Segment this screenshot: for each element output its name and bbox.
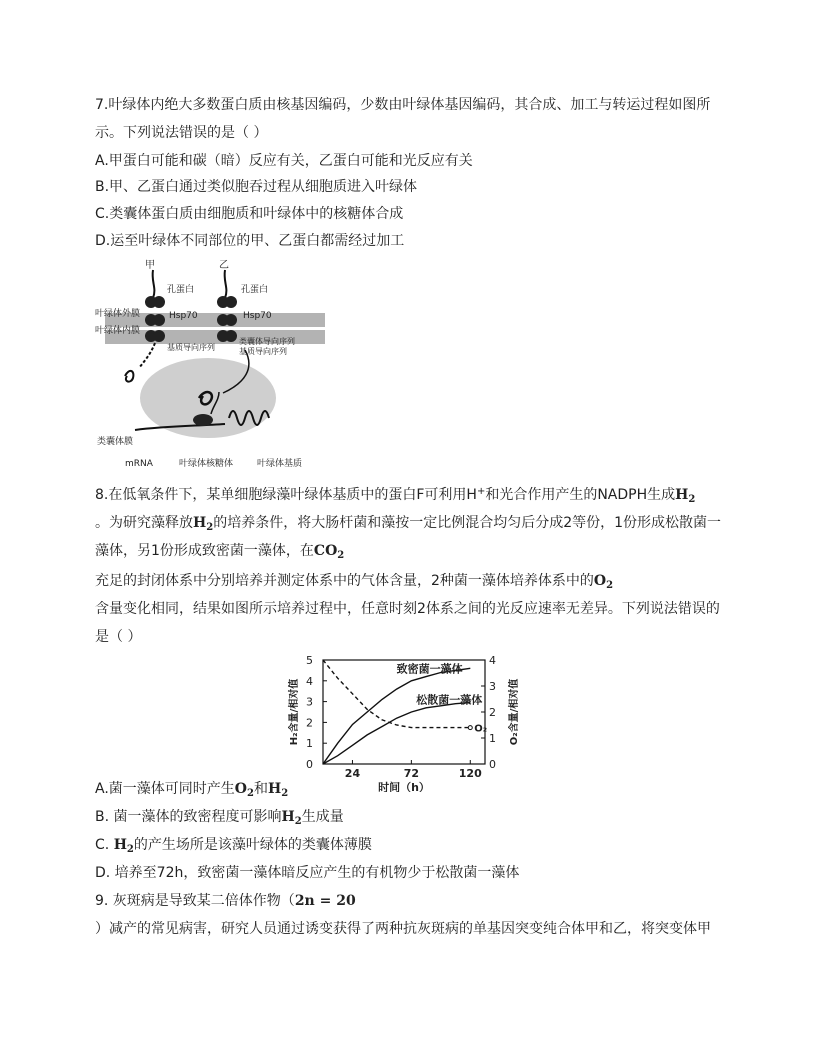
q8-line2: 。为研究藻释放$H_2$的培养条件，将大肠杆菌和藻按一定比例混合均匀后分成2等份，1份形成松散菌一 <box>95 515 722 533</box>
q7-stem-line2: 示。下列说法错误的是（ ） <box>95 125 268 141</box>
y-left-tick-label: 2 <box>306 716 313 730</box>
y-right-tick-label: 0 <box>489 758 496 771</box>
q7-chloroplast-figure <box>95 258 325 473</box>
x-tick-label: 24 <box>344 767 361 780</box>
q8-line3: 藻体，另1份形成致密菌一藻体，在$CO_2$ <box>95 543 345 561</box>
q7-stem-line1: 7.叶绿体内绝大多数蛋白质由核基因编码，少数由叶绿体基因编码，其合成、加工与转运过程如图所 <box>95 97 711 113</box>
label-hsp70-right: Hsp70 <box>243 311 272 321</box>
y-left-tick-label: 3 <box>306 695 313 709</box>
q7-option-b: B.甲、乙蛋白通过类似胞吞过程从细胞质进入叶绿体 <box>95 179 418 195</box>
series-label-o2: O₂ <box>474 723 488 735</box>
label-kong-left: 孔蛋白 <box>167 285 195 295</box>
q8-option-a: A.菌一藻体可同时产生$O_2$和$H_2$ <box>95 781 289 799</box>
q8-option-d: D. 培养至72h，致密菌一藻体暗反应产生的有机物少于松散菌一藻体 <box>95 865 520 881</box>
y-right-tick-label: 1 <box>489 732 496 745</box>
y-left-tick-label: 5 <box>306 654 313 667</box>
q8-option-c: C. $H_2$的产生场所是该藻叶绿体的类囊体薄膜 <box>95 837 372 855</box>
y-right-tick-label: 4 <box>489 654 496 667</box>
x-tick-label: 72 <box>403 767 420 780</box>
label-thylakoid-seq: 类囊体导向序列 <box>239 337 295 346</box>
label-yi: 乙 <box>219 260 229 271</box>
series-label-loose: 松散菌一藻体 <box>416 693 483 707</box>
q8-line6: 是（ ） <box>95 629 142 645</box>
q8-h2-o2-chart <box>285 652 525 792</box>
q7-option-c: C.类囊体蛋白质由细胞质和叶绿体中的核糖体合成 <box>95 206 404 222</box>
y-right-axis-label: O₂含量/相对值 <box>509 678 520 746</box>
x-axis-label: 时间（h） <box>378 781 430 792</box>
label-ribosome: 叶绿体核糖体 <box>179 459 234 469</box>
q7-option-d: D.运至叶绿体不同部位的甲、乙蛋白都需经过加工 <box>95 233 405 249</box>
label-outer-membrane: 叶绿体外膜 <box>95 309 141 319</box>
q8-line4: 充足的封闭体系中分别培养并测定体系中的气体含量，2种菌一藻体培养体系中的$O_2$ <box>95 573 614 591</box>
y-right-tick-label: 2 <box>489 706 496 719</box>
x-tick-label: 120 <box>458 767 482 780</box>
label-stroma: 叶绿体基质 <box>257 459 303 469</box>
label-kong-right: 孔蛋白 <box>241 285 269 295</box>
q8-line1: 8.在低氧条件下，某单细胞绿藻叶绿体基质中的蛋白F可利用H+和光合作用产生的NADPH生成$H_2$ <box>95 486 696 505</box>
label-jia: 甲 <box>145 260 155 271</box>
y-right-tick-label: 3 <box>489 680 496 693</box>
q9-line1: 9. 灰斑病是导致某二倍体作物（2n = 20 <box>95 893 356 909</box>
q8-option-b: B. 菌一藻体的致密程度可影响$H_2$生成量 <box>95 809 344 827</box>
q8-line5: 含量变化相同，结果如图所示培养过程中，任意时刻2体系之间的光反应速率无差异。下列说法错误的 <box>95 601 720 617</box>
o2-end-marker <box>468 726 472 730</box>
label-stroma-seq-left: 基质导向序列 <box>167 343 215 352</box>
label-thylakoid-membrane: 类囊体膜 <box>97 437 134 447</box>
y-left-axis-label: H₂含量/相对值 <box>289 678 300 746</box>
y-left-tick-label: 0 <box>306 758 313 771</box>
series-line-0 <box>323 668 470 764</box>
q9-line2: ）减产的常见病害，研究人员通过诱变获得了两种抗灰斑病的单基因突变纯合体甲和乙，将突变体甲 <box>95 921 711 937</box>
series-label-dense: 致密菌一藻体 <box>396 662 463 676</box>
label-mrna: mRNA <box>125 459 153 469</box>
thylakoid-region <box>140 358 276 438</box>
q7-option-a: A.甲蛋白可能和碳（暗）反应有关，乙蛋白可能和光反应有关 <box>95 153 473 169</box>
y-left-tick-label: 1 <box>306 737 313 751</box>
label-stroma-seq-right: 基质导向序列 <box>239 347 287 356</box>
y-left-tick-label: 4 <box>306 674 313 688</box>
label-hsp70-left: Hsp70 <box>169 311 198 321</box>
label-inner-membrane: 叶绿体内膜 <box>95 326 141 336</box>
